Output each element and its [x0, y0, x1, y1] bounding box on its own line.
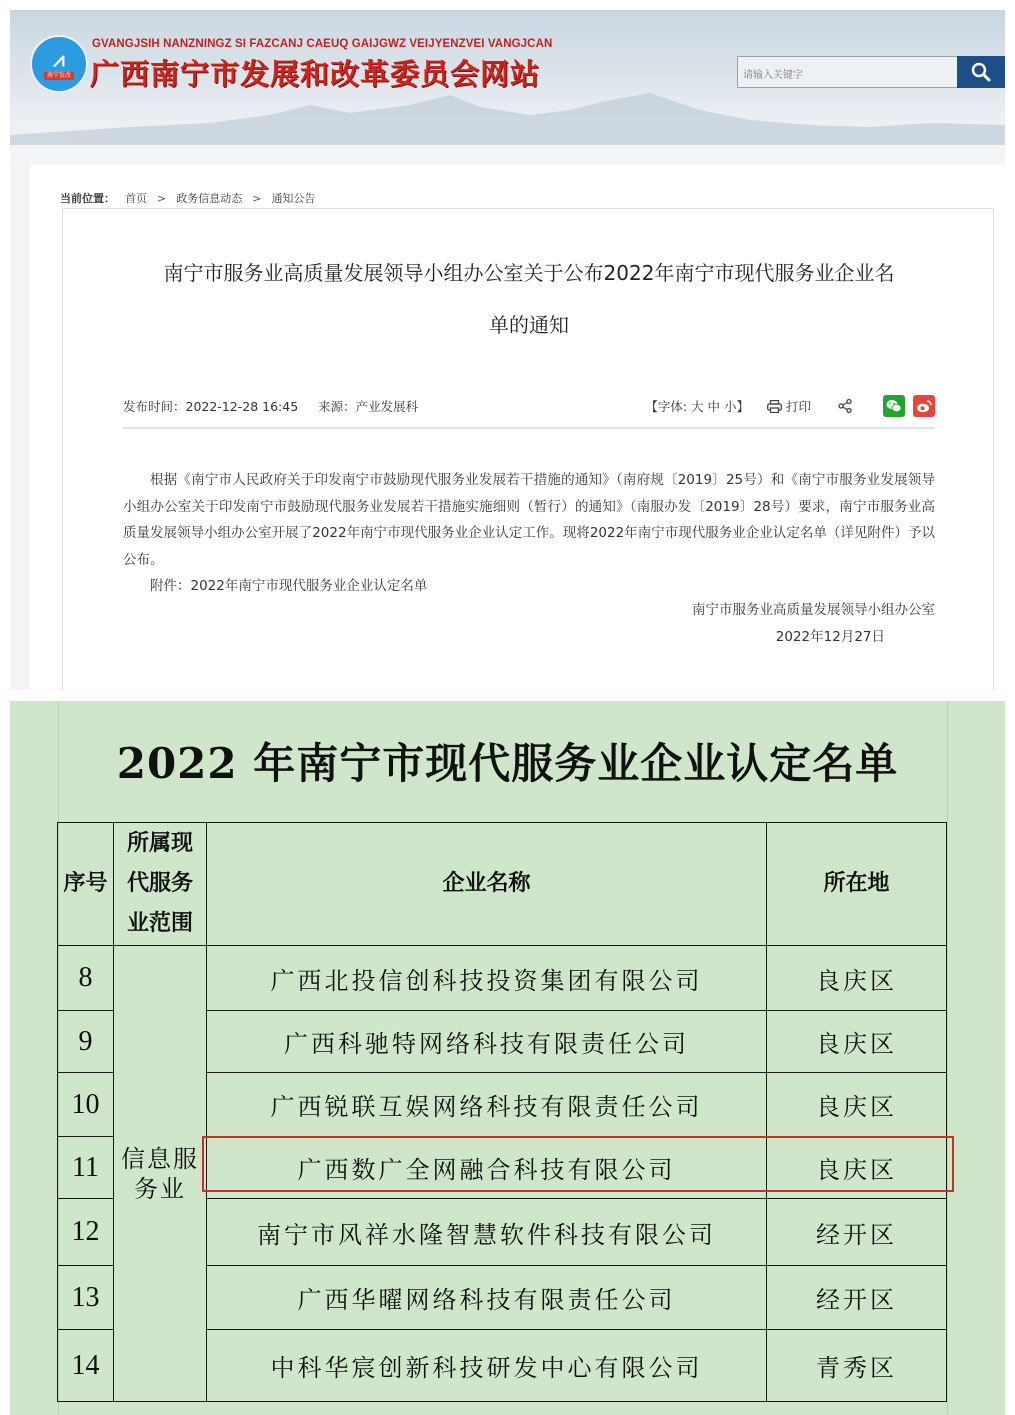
row-location: 良庆区	[767, 946, 947, 1011]
meta-divider	[123, 427, 935, 429]
site-logo[interactable]	[30, 35, 88, 93]
site-banner	[10, 10, 1005, 165]
breadcrumb-separator: >	[157, 191, 167, 205]
breadcrumb-news[interactable]: 政务信息动态	[176, 192, 243, 205]
signature-org: 南宁市服务业高质量发展领导小组办公室	[692, 602, 935, 618]
table-row	[58, 946, 947, 1011]
logo-tag: 南宁发改	[44, 72, 74, 80]
table-header-row	[58, 823, 947, 946]
article-body	[123, 467, 935, 600]
category-cell: 信息服 务业	[114, 946, 207, 1402]
article	[62, 208, 994, 690]
header-company: 企业名称	[207, 823, 767, 946]
share-icon[interactable]	[837, 398, 853, 414]
site-title[interactable]: 广西南宁市发展和改革委员会网站	[90, 57, 541, 91]
row-index: 9	[58, 1011, 114, 1073]
weibo-share-button[interactable]	[913, 395, 935, 417]
row-location: 青秀区	[767, 1330, 947, 1402]
breadcrumb-home[interactable]: 首页	[125, 192, 147, 205]
header-index: 序号	[58, 823, 114, 946]
article-title-line2: 单的通知	[489, 313, 569, 337]
article-source: 来源：产业发展科	[318, 399, 419, 414]
search-input[interactable]: 请输入关键字	[737, 56, 967, 88]
wechat-share-button[interactable]	[883, 395, 905, 417]
row-index: 8	[58, 946, 114, 1011]
list-title: 2022 年南宁市现代服务业企业认定名单	[116, 739, 899, 788]
row-company: 广西锐联互娱网络科技有限责任公司	[207, 1073, 767, 1137]
row-company: 广西数广全网融合科技有限公司	[207, 1137, 767, 1199]
breadcrumb-notices[interactable]: 通知公告	[271, 192, 316, 205]
breadcrumb-separator: >	[252, 191, 262, 205]
article-paragraph: 根据《南宁市人民政府关于印发南宁市鼓励现代服务业发展若干措施的通知》（南府规〔2019〕25号）和《南宁市服务业发展领导小组办公室关于印发南宁市鼓励现代服务业发展若干措施实施细则（暂行）的通知》（南服办发〔2019〕28号）要求，南宁市服务业高质量发展领导小组办公室开展了2022年南宁市现代服务业企业认定工作。现将2022年南宁市现代服务业企业认定名单（详见附件）予以公布。	[123, 472, 935, 568]
article-meta	[123, 395, 935, 417]
row-company: 中科华宸创新科技研发中心有限公司	[207, 1330, 767, 1402]
article-attachment-link[interactable]: 附件：2022年南宁市现代服务业企业认定名单	[150, 578, 428, 594]
article-title	[123, 247, 935, 351]
header-location: 所在地	[767, 823, 947, 946]
header-category: 所属现 代服务 业范围	[114, 823, 207, 946]
logo-emblem-icon: ⩘	[53, 46, 65, 71]
row-location: 良庆区	[767, 1073, 947, 1137]
row-company: 广西北投信创科技投资集团有限公司	[207, 946, 767, 1011]
enterprise-table	[57, 822, 947, 1402]
content-area	[30, 165, 1005, 690]
font-size-control[interactable]: 【字体: 大 中 小】	[645, 399, 749, 414]
enterprise-list-image	[10, 701, 1005, 1415]
breadcrumb	[60, 190, 315, 206]
wechat-icon	[886, 399, 902, 413]
row-index: 14	[58, 1330, 114, 1402]
row-company: 南宁市风祥水隆智慧软件科技有限公司	[207, 1199, 767, 1266]
row-index: 11	[58, 1137, 114, 1199]
printer-icon	[767, 400, 782, 413]
row-index: 12	[58, 1199, 114, 1266]
row-location: 良庆区	[767, 1011, 947, 1073]
row-index: 10	[58, 1073, 114, 1137]
article-title-line1: 南宁市服务业高质量发展领导小组办公室关于公布2022年南宁市现代服务业企业名	[163, 261, 895, 285]
weibo-icon	[916, 399, 932, 413]
website-screenshot	[10, 10, 1005, 690]
print-button[interactable]	[767, 397, 811, 415]
row-location: 经开区	[767, 1266, 947, 1330]
publish-time: 发布时间：2022-12-28 16:45	[123, 399, 299, 414]
site-pinyin-title: GVANGJSIH NANZNINGZ SI FAZCANJ CAEUQ GAIJGWZ VEIJYENZVEI VANGJCAN	[92, 38, 553, 50]
breadcrumb-label: 当前位置：	[60, 192, 115, 205]
print-label: 打印	[785, 399, 811, 414]
row-location: 良庆区	[767, 1137, 947, 1199]
search-button[interactable]	[957, 56, 1005, 88]
row-location: 经开区	[767, 1199, 947, 1266]
row-index: 13	[58, 1266, 114, 1330]
row-company: 广西科驰特网络科技有限责任公司	[207, 1011, 767, 1073]
row-company: 广西华曜网络科技有限责任公司	[207, 1266, 767, 1330]
signature-date: 2022年12月27日	[775, 628, 885, 645]
article-signature	[623, 597, 935, 650]
search-icon	[971, 62, 991, 82]
